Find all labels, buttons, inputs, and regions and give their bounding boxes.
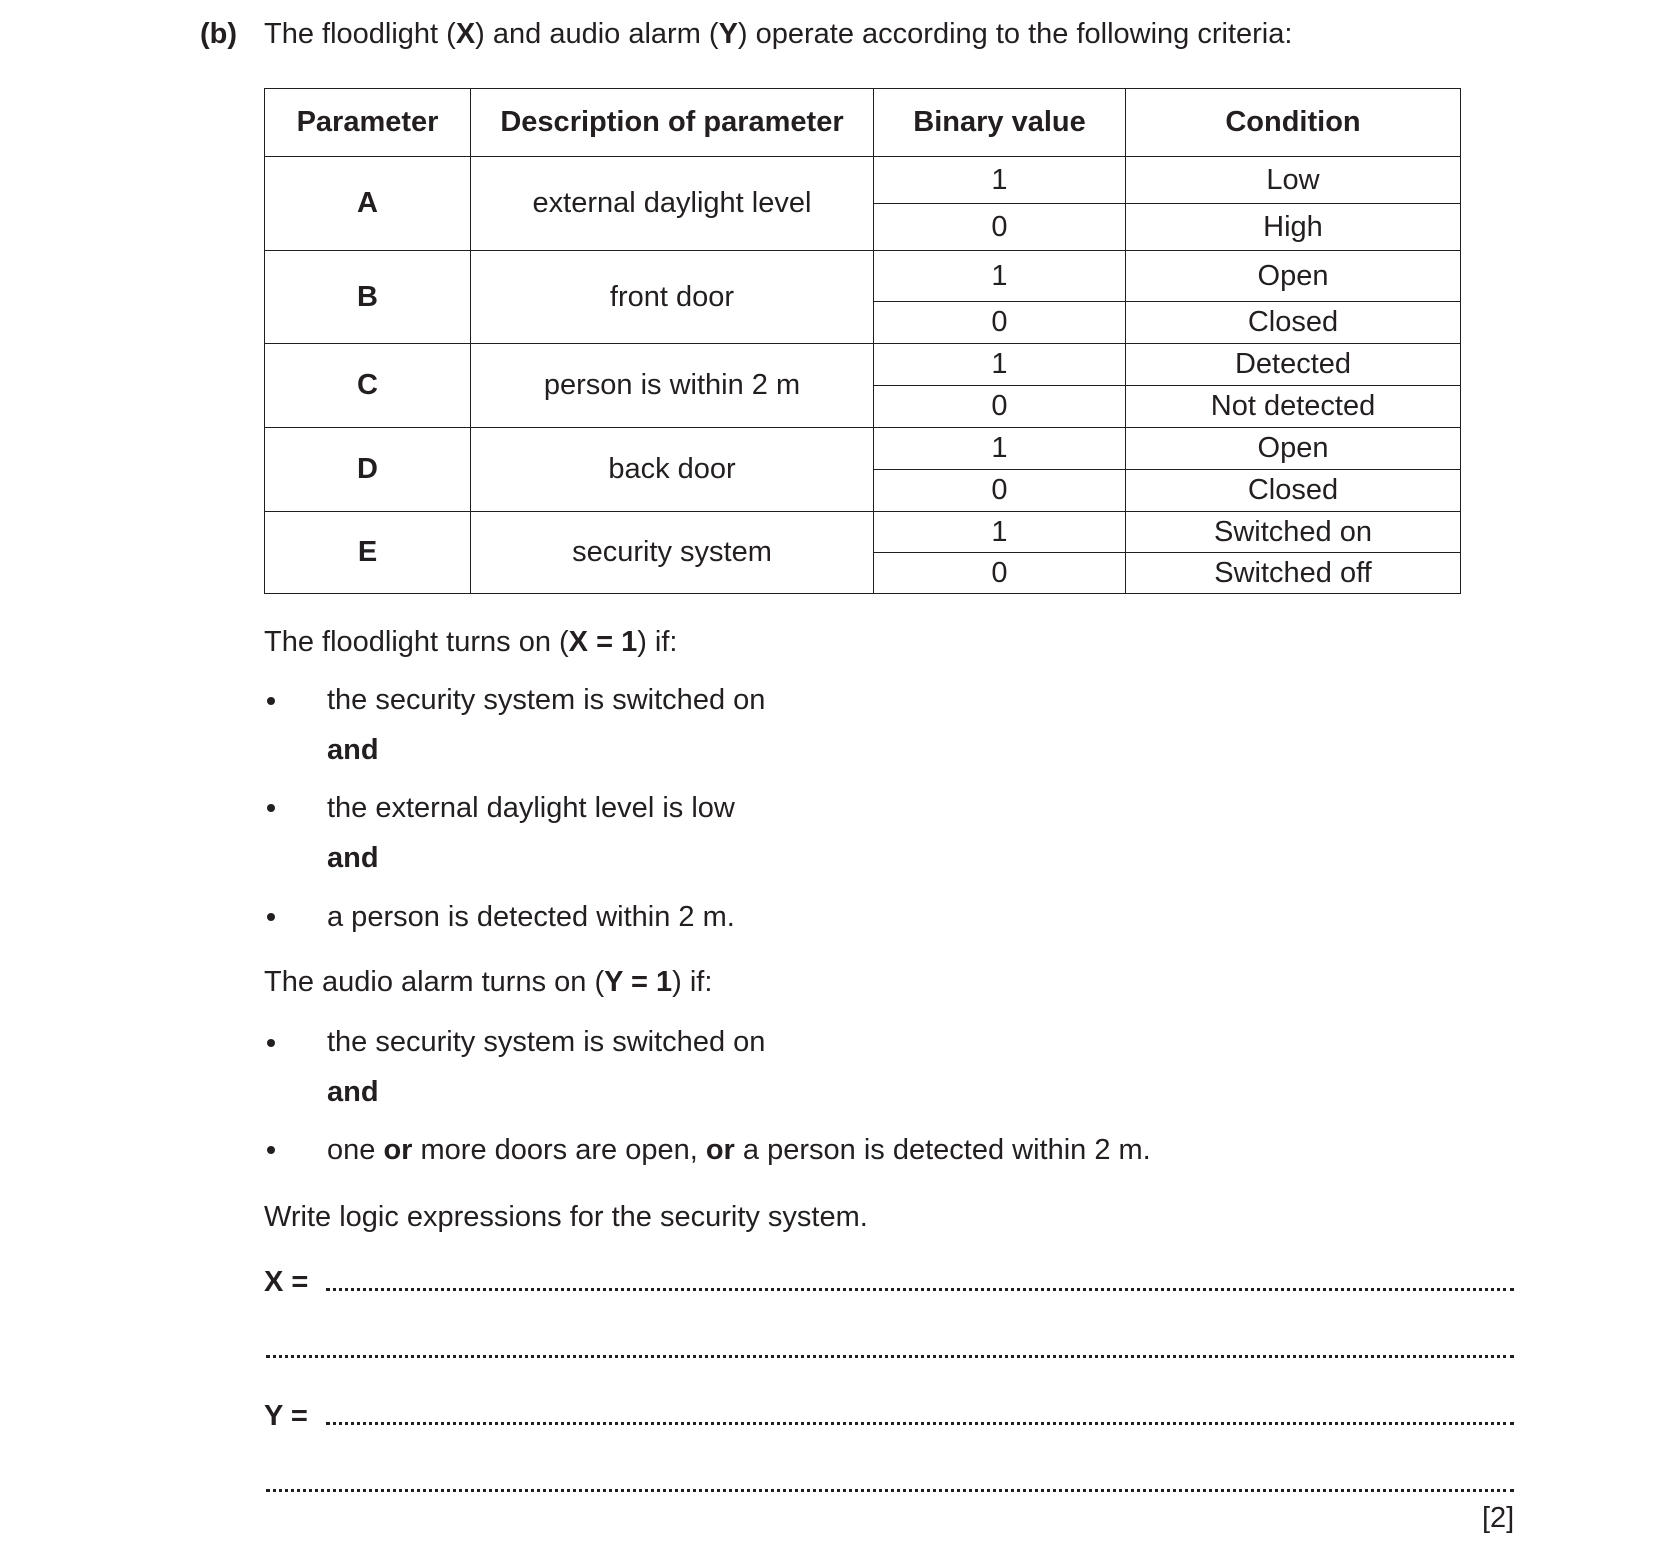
binary-cell: 0 bbox=[874, 204, 1126, 251]
table-row bbox=[265, 428, 1461, 470]
param-cell: D bbox=[265, 428, 471, 512]
intro-y: Y bbox=[718, 18, 738, 50]
alarm-bullet-2-text-1: one bbox=[327, 1134, 384, 1166]
floodlight-heading-text: The floodlight turns on ( bbox=[264, 626, 569, 658]
floodlight-bullet-3: a person is detected within 2 m. bbox=[327, 901, 735, 933]
condition-cell: Switched off bbox=[1126, 553, 1461, 594]
y-answer-label: Y = bbox=[264, 1400, 308, 1432]
bullet-icon bbox=[267, 1146, 275, 1154]
alarm-heading-text: The audio alarm turns on ( bbox=[264, 966, 605, 998]
binary-cell: 1 bbox=[874, 344, 1126, 386]
binary-cell: 1 bbox=[874, 428, 1126, 470]
binary-cell: 1 bbox=[874, 251, 1126, 302]
alarm-heading-tail: ) if: bbox=[672, 966, 713, 998]
condition-cell: Not detected bbox=[1126, 386, 1461, 428]
desc-cell: back door bbox=[471, 428, 874, 512]
binary-cell: 0 bbox=[874, 302, 1126, 344]
floodlight-x-equals: X = 1 bbox=[568, 626, 638, 658]
alarm-bullet-1: the security system is switched on bbox=[327, 1026, 766, 1058]
condition-cell: Open bbox=[1126, 251, 1461, 302]
instruction-text: Write logic expressions for the security system. bbox=[264, 1201, 868, 1233]
and-connector: and bbox=[327, 842, 379, 874]
question-label: (b) bbox=[200, 18, 238, 50]
condition-cell: Switched on bbox=[1126, 512, 1461, 553]
bullet-icon bbox=[267, 804, 275, 812]
floodlight-heading-tail: ) if: bbox=[637, 626, 678, 658]
param-cell: E bbox=[265, 512, 471, 594]
param-cell: C bbox=[265, 344, 471, 428]
alarm-heading bbox=[264, 968, 712, 997]
alarm-bullet-2 bbox=[327, 1136, 1151, 1165]
parameter-table bbox=[264, 88, 1461, 594]
desc-cell: front door bbox=[471, 251, 874, 344]
desc-cell: person is within 2 m bbox=[471, 344, 874, 428]
desc-cell: security system bbox=[471, 512, 874, 594]
header-binary-value: Binary value bbox=[874, 89, 1126, 157]
bullet-icon bbox=[267, 697, 275, 705]
question-intro bbox=[264, 20, 1292, 49]
binary-cell: 0 bbox=[874, 386, 1126, 428]
table-row bbox=[265, 344, 1461, 386]
floodlight-bullet-1: the security system is switched on bbox=[327, 684, 766, 716]
param-cell: B bbox=[265, 251, 471, 344]
and-connector: and bbox=[327, 734, 379, 766]
condition-cell: Open bbox=[1126, 428, 1461, 470]
binary-cell: 0 bbox=[874, 470, 1126, 512]
x-answer-label: X = bbox=[264, 1266, 309, 1298]
condition-cell: Closed bbox=[1126, 470, 1461, 512]
intro-text-3: ) operate according to the following criteria: bbox=[737, 18, 1293, 50]
table-header-row bbox=[265, 89, 1461, 157]
table-row bbox=[265, 251, 1461, 302]
header-condition: Condition bbox=[1126, 89, 1461, 157]
intro-text-2: ) and audio alarm ( bbox=[475, 18, 719, 50]
condition-cell: Detected bbox=[1126, 344, 1461, 386]
bullet-icon bbox=[267, 1039, 275, 1047]
marks-label: [2] bbox=[1482, 1502, 1515, 1534]
condition-cell: Closed bbox=[1126, 302, 1461, 344]
alarm-bullet-2-or-2: or bbox=[705, 1134, 735, 1166]
intro-x: X bbox=[455, 18, 476, 50]
table-row bbox=[265, 157, 1461, 204]
floodlight-heading bbox=[264, 628, 677, 657]
alarm-bullet-2-text-3: a person is detected within 2 m. bbox=[734, 1134, 1151, 1166]
desc-cell: external daylight level bbox=[471, 157, 874, 251]
condition-cell: Low bbox=[1126, 157, 1461, 204]
binary-cell: 0 bbox=[874, 553, 1126, 594]
x-answer-line-2[interactable] bbox=[266, 1355, 1514, 1358]
floodlight-bullet-2: the external daylight level is low bbox=[327, 792, 735, 824]
and-connector: and bbox=[327, 1076, 379, 1108]
header-parameter: Parameter bbox=[265, 89, 471, 157]
alarm-bullet-2-text-2: more doors are open, bbox=[412, 1134, 706, 1166]
table-row bbox=[265, 512, 1461, 553]
intro-text-1: The floodlight ( bbox=[264, 18, 456, 50]
y-answer-line-1[interactable] bbox=[326, 1422, 1514, 1425]
binary-cell: 1 bbox=[874, 157, 1126, 204]
header-description: Description of parameter bbox=[471, 89, 874, 157]
binary-cell: 1 bbox=[874, 512, 1126, 553]
alarm-y-equals: Y = 1 bbox=[604, 966, 673, 998]
alarm-bullet-2-or-1: or bbox=[383, 1134, 413, 1166]
condition-cell: High bbox=[1126, 204, 1461, 251]
x-answer-line-1[interactable] bbox=[326, 1288, 1514, 1291]
param-cell: A bbox=[265, 157, 471, 251]
y-answer-line-2[interactable] bbox=[266, 1489, 1514, 1492]
bullet-icon bbox=[267, 913, 275, 921]
